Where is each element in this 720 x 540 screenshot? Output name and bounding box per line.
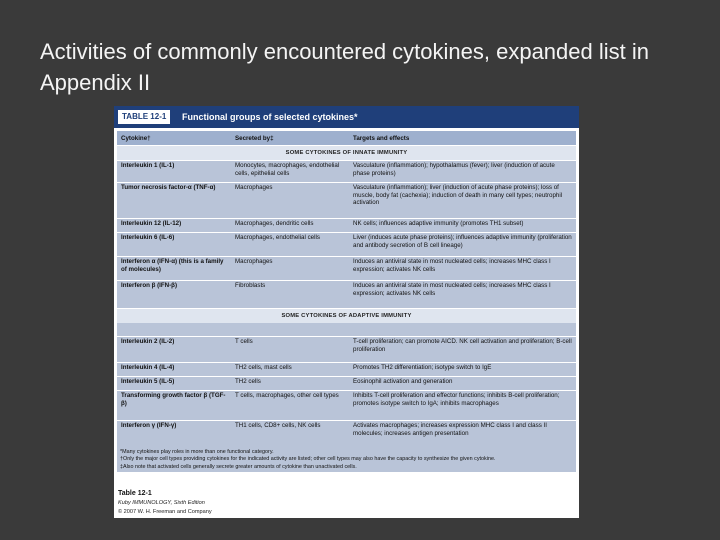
credit-book: Kuby IMMUNOLOGY, Sixth Edition — [118, 500, 205, 506]
cell-cytokine: Transforming growth factor β (TGF-β) — [121, 392, 226, 407]
cell-effects: Induces an antiviral state in most nucleated cells; increases MHC class I expression; activates NK cells — [353, 282, 551, 297]
table-image — [114, 106, 579, 518]
cell-secreted: Macrophages, endothelial cells — [235, 234, 320, 241]
column-header-row — [117, 130, 576, 145]
cell-secreted: Monocytes, macrophages, endothelial cells, epithelial cells — [235, 162, 340, 177]
footnote: ‡Also note that activated cells generally secrete greater amounts of cytokine than unactivated cells. — [120, 463, 357, 470]
cell-secreted: TH1 cells, CD8+ cells, NK cells — [235, 422, 321, 429]
section-heading-innate — [117, 145, 576, 160]
cell-secreted: Fibroblasts — [235, 282, 266, 289]
cell-effects: Activates macrophages; increases expression MHC class I and class II molecules; increases antigen presentation — [353, 422, 547, 437]
cell-effects: Liver (induces acute phase proteins); influences adaptive immunity (proliferation and antibody secretion of B cell lineage) — [353, 234, 572, 249]
cell-secreted: Macrophages — [235, 184, 273, 191]
cell-secreted: Macrophages, dendritic cells — [235, 220, 314, 227]
cell-effects: Inhibits T-cell proliferation and effector functions; inhibits B-cell proliferation; promotes isotype switch to IgA; inhibits macrophages — [353, 392, 560, 407]
cell-cytokine: Interleukin 4 (IL-4) — [121, 364, 175, 371]
table-row — [117, 420, 576, 444]
table-header-bar — [114, 106, 579, 128]
section-heading-innate-text: SOME CYTOKINES OF INNATE IMMUNITY — [285, 150, 408, 156]
cell-cytokine: Interleukin 5 (IL-5) — [121, 378, 175, 385]
table-row — [117, 390, 576, 420]
cell-cytokine: Interleukin 2 (IL-2) — [121, 338, 175, 345]
cell-effects: T-cell proliferation; can promote AICD. NK cell activation and proliferation; B-cell proliferation — [353, 338, 572, 353]
table-row — [117, 160, 576, 182]
table-row — [117, 280, 576, 304]
table-row — [117, 256, 576, 280]
footnote: †Only the major cell types providing cytokines for the indicated activity are listed; other cell types may also have the capacity to synthesize the given cytokine. — [120, 456, 496, 463]
cell-effects: Vasculature (inflammation); liver (induction of acute phase proteins); loss of muscle, body fat (cachexia); induction of death in many cell types; neutrophil activation — [353, 184, 563, 206]
cell-cytokine: Interferon β (IFN-β) — [121, 282, 178, 289]
cell-effects: Induces an antiviral state in most nucleated cells; increases MHC class I expression; activates NK cells — [353, 258, 551, 273]
column-header-effects: Targets and effects — [353, 135, 410, 142]
column-header-secreted: Secreted by‡ — [235, 135, 274, 142]
table-row — [117, 232, 576, 256]
cell-secreted: Macrophages — [235, 258, 273, 265]
cell-cytokine: Interleukin 12 (IL-12) — [121, 220, 182, 227]
cell-cytokine: Interferon γ (IFN-γ) — [121, 422, 177, 429]
table-grid — [117, 130, 576, 472]
cell-secreted: T cells — [235, 338, 253, 345]
cell-cytokine: Interferon α (IFN-α) (this is a family of molecules) — [121, 258, 224, 273]
section-heading-adaptive — [117, 308, 576, 323]
credit-copyright: © 2007 W. H. Freeman and Company — [118, 509, 212, 515]
column-header-cytokine: Cytokine† — [121, 135, 151, 142]
table-row — [117, 362, 576, 376]
section-heading-adaptive-text: SOME CYTOKINES OF ADAPTIVE IMMUNITY — [281, 313, 412, 319]
cell-secreted: TH2 cells, mast cells — [235, 364, 292, 371]
cell-effects: Eosinophil activation and generation — [353, 378, 453, 385]
table-row — [117, 182, 576, 218]
slide-title: Activities of commonly encountered cytokines, expanded list in Appendix II — [40, 39, 649, 95]
table-row — [117, 376, 576, 390]
table-row — [117, 218, 576, 232]
footnote: *Many cytokines play roles in more than one functional category. — [120, 449, 274, 455]
cell-cytokine: Interleukin 6 (IL-6) — [121, 234, 175, 241]
cell-effects: NK cells; influences adaptive immunity (promotes TH1 subset) — [353, 220, 524, 227]
cell-effects: Vasculature (inflammation); hypothalamus (fever); liver (induction of acute phase proteins) — [353, 162, 555, 177]
cell-cytokine: Interleukin 1 (IL-1) — [121, 162, 175, 169]
table-footnotes — [120, 449, 575, 471]
cell-effects: Promotes TH2 differentiation; isotype switch to IgE — [353, 364, 492, 371]
cell-secreted: T cells, macrophages, other cell types — [235, 392, 339, 399]
cell-cytokine: Tumor necrosis factor-α (TNF-α) — [121, 184, 216, 191]
cell-secreted: TH2 cells — [235, 378, 261, 385]
table-caption: Functional groups of selected cytokines* — [182, 112, 358, 122]
table-row — [117, 336, 576, 362]
table-label: TABLE 12-1 — [118, 110, 170, 124]
credit-title: Table 12-1 — [118, 490, 152, 497]
